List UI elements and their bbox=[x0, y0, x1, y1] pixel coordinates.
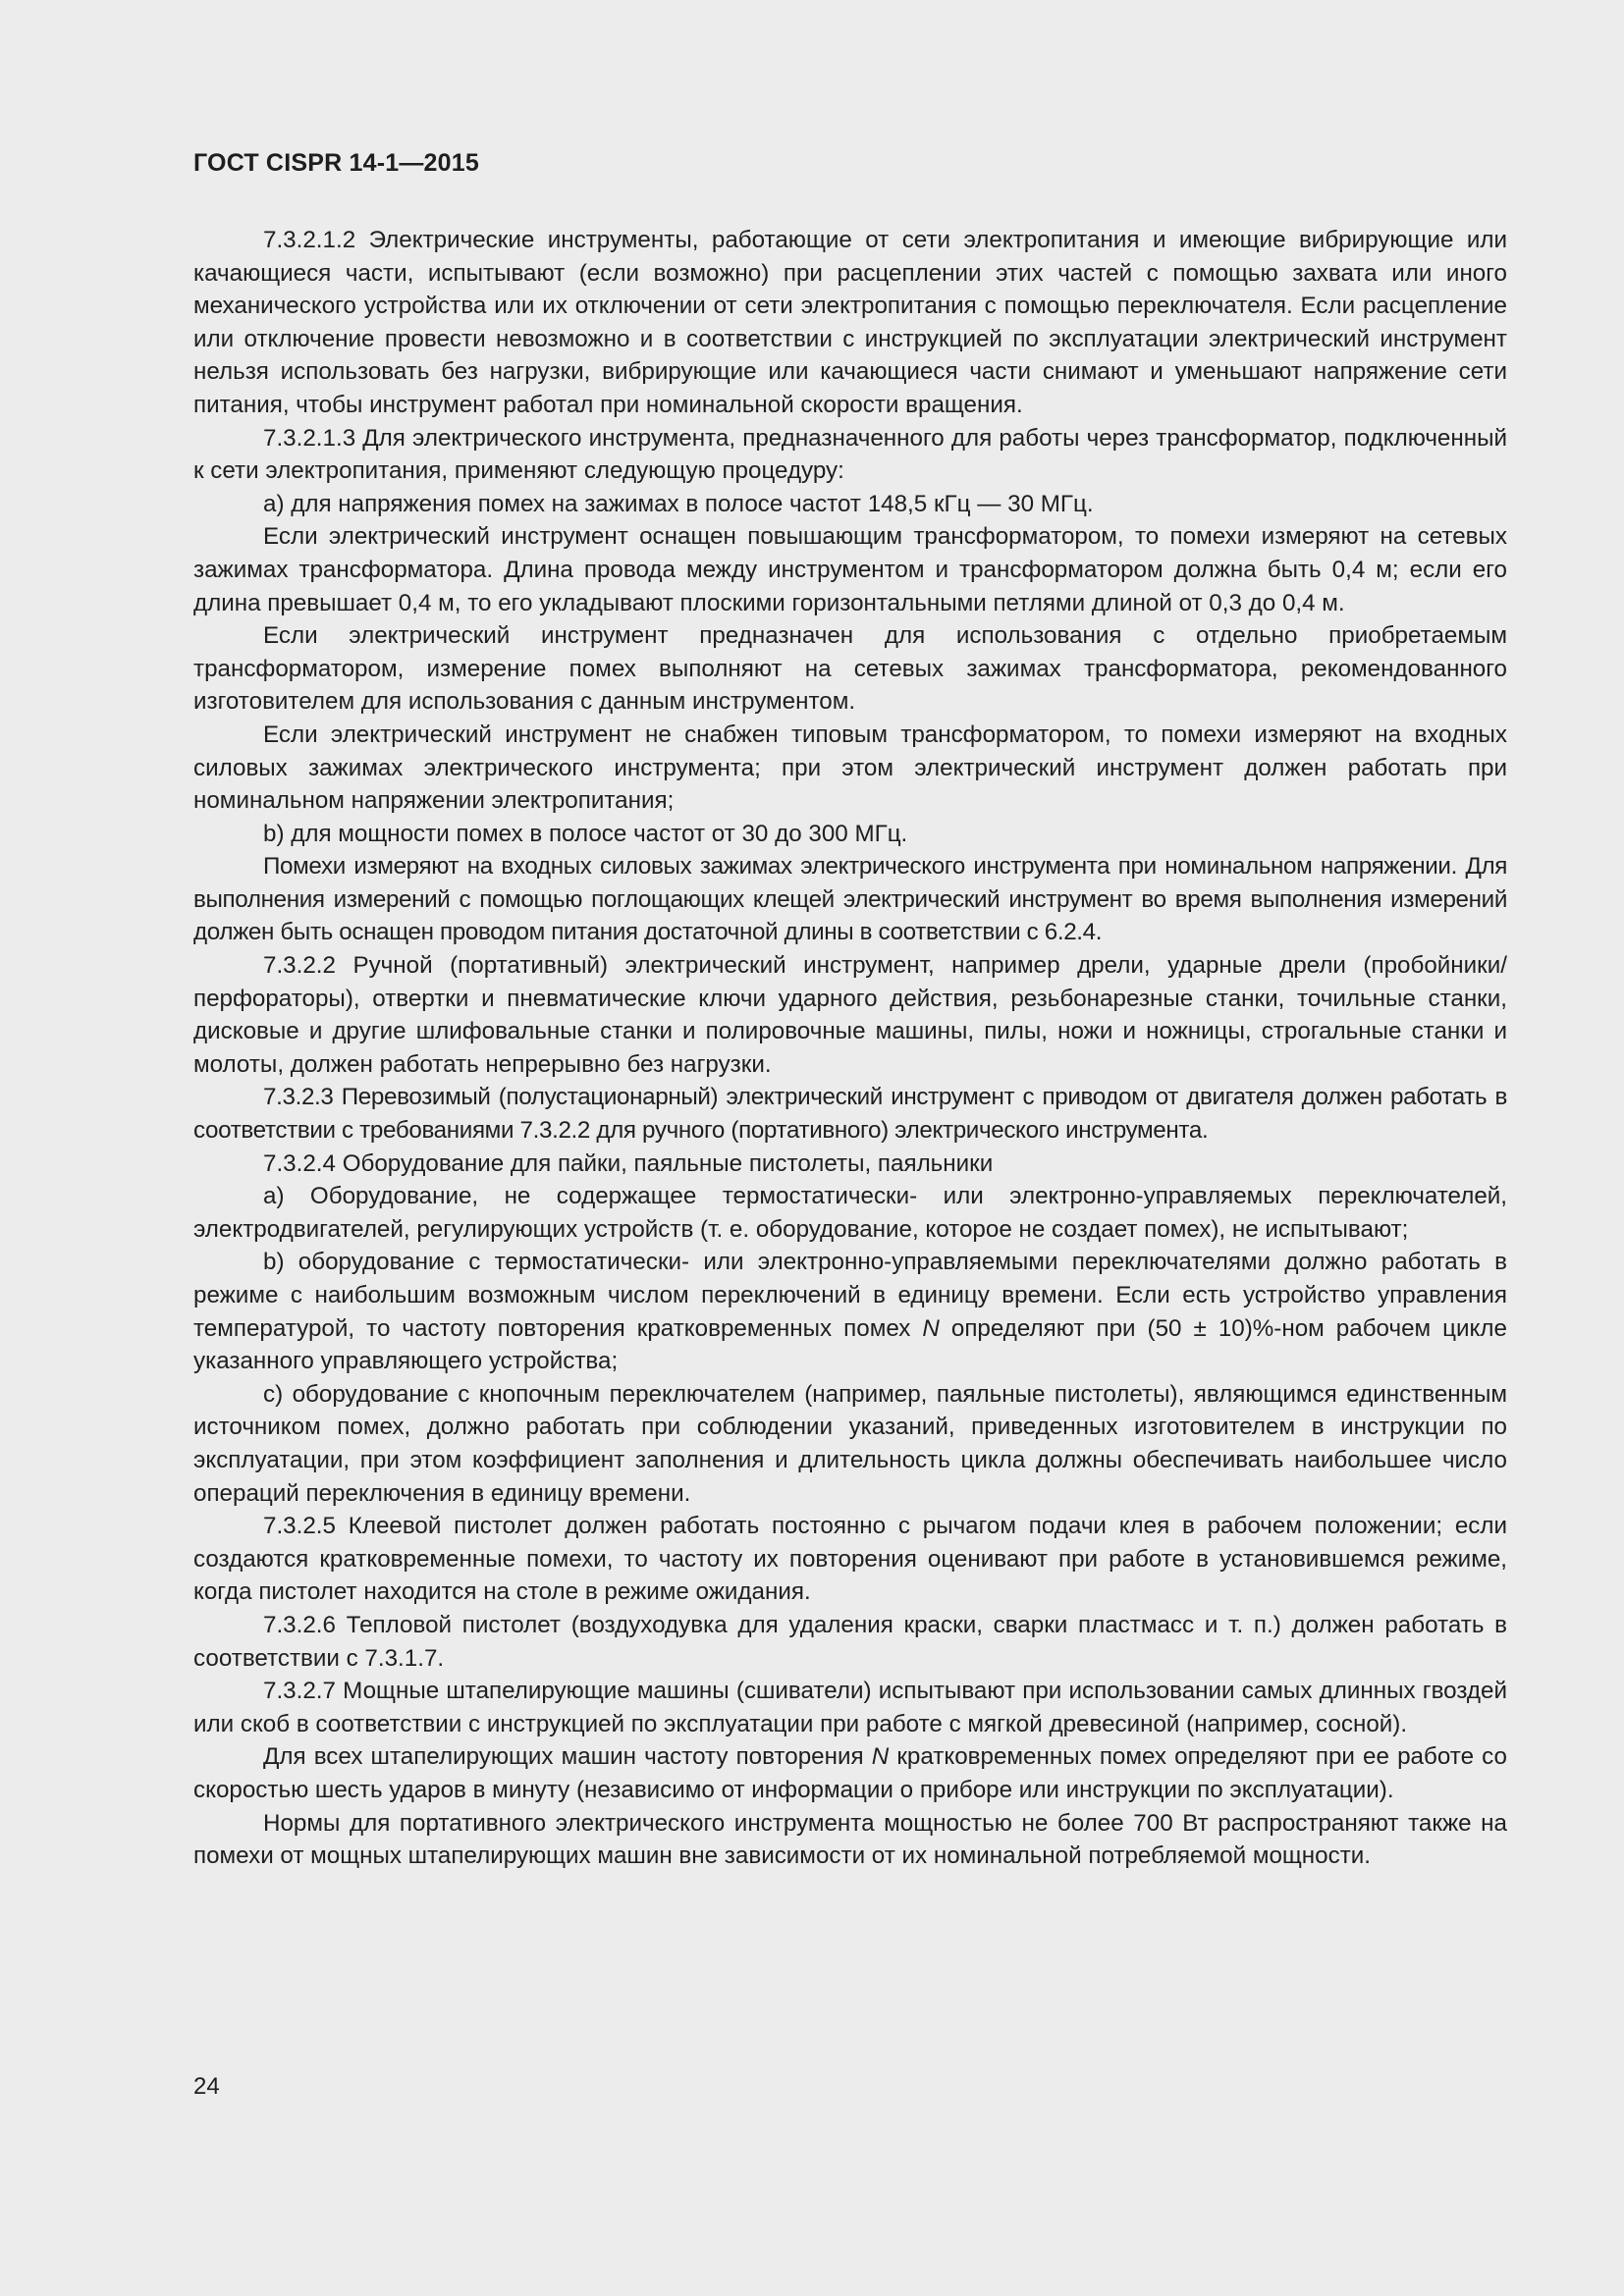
paragraph-7-3-2-6: 7.3.2.6 Тепловой пистолет (воздуходувка для удаления краски, сварки пластмасс и т. п.) должен работать в соответствии с 7.3.1.7. bbox=[193, 1611, 1507, 1672]
document-header: ГОСТ CISPR 14-1—2015 bbox=[193, 149, 479, 177]
paragraph-7-3-2-5: 7.3.2.5 Клеевой пистолет должен работать постоянно с рычагом подачи клея в рабочем положении; если создаются кратковременные помехи, то частоту их повторения оценивают при работе в установившемся режиме, когда пистолет находится на столе в режиме ожидания. bbox=[193, 1513, 1507, 1606]
document-body bbox=[193, 224, 1507, 1873]
variable-n: N bbox=[871, 1743, 890, 1771]
paragraph-7-3-2-2: 7.3.2.2 Ручной (портативный) электрический инструмент, например дрели, ударные дрели (пробойники/перфораторы), отвертки и пневматические ключи ударного действия, резьбонарезные станки, точильные станки, дисковые и другие шлифовальные станки и полировочные машины, пилы, ножи и ножницы, строгальные станки и молоты, должен работать непрерывно без нагрузки. bbox=[193, 952, 1507, 1078]
paragraph-stapler-frequency: Для всех штапелирующих машин частоту повторения N кратковременных помех определяют при ее работе со скоростью шесть ударов в минуту (независимо от информации о приборе или инструкции по эксплуатации). bbox=[193, 1743, 1507, 1803]
paragraph-7-3-2-1-2: 7.3.2.1.2 Электрические инструменты, работающие от сети электропитания и имеющие вибрирующие или качающиеся части, испытывают (если возможно) при расцеплении этих частей с помощью захвата или иного механического устройства или их отключении от сети электропитания с помощью переключателя. Если расцепление или отключение провести невозможно и в соответствии с инструкцией по эксплуатации электрический инструмент нельзя использовать без нагрузки, вибрирующие или качающиеся части снимают и уменьшают напряжение сети питания, чтобы инструмент работал при номинальной скорости вращения. bbox=[193, 227, 1507, 418]
page-number: 24 bbox=[193, 2073, 220, 2100]
paragraph-no-transformer: Если электрический инструмент не снабжен типовым трансформатором, то помехи измеряют на входных силовых зажимах электрического инструмента; при этом электрический инструмент должен работать при номинальном напряжении электропитания; bbox=[193, 721, 1507, 815]
paragraph-item-b-power: b) для мощности помех в полосе частот от 30 до 300 МГц. bbox=[263, 820, 908, 847]
paragraph-step-up-transformer: Если электрический инструмент оснащен повышающим трансформатором, то помехи измеряют на сетевых зажимах трансформатора. Длина провода между инструментом и трансформатором должна быть 0,4 м; если его длина превышает 0,4 м, то его укладывают плоскими горизонтальными петлями длиной от 0,3 до 0,4 м. bbox=[193, 523, 1507, 616]
paragraph-7-3-2-1-3: 7.3.2.1.3 Для электрического инструмента, предназначенного для работы через трансформатор, подключенный к сети электропитания, применяют следующую процедуру: bbox=[193, 424, 1507, 485]
paragraph-norms: Нормы для портативного электрического инструмента мощностью не более 700 Вт распространяют также на помехи от мощных штапелирующих машин вне зависимости от их номинальной потребляемой мощности. bbox=[193, 1809, 1507, 1870]
paragraph-item-b-equipment: b) оборудование с термостатически- или электронно-управляемыми переключателями должно работать в режиме с наибольшим возможным числом переключений в единицу времени. Если есть устройство управления температурой, то частоту повторения кратковременных помех N определяют при (50 ± 10)%-ном рабочем цикле указанного управляющего устройства; bbox=[193, 1249, 1507, 1375]
paragraph-7-3-2-3: 7.3.2.3 Перевозимый (полустационарный) электрический инструмент с приводом от двигателя должен работать в соответствии с требованиями 7.3.2.2 для ручного (портативного) электрического инструмента. bbox=[193, 1084, 1507, 1145]
paragraph-item-c-equipment: c) оборудование с кнопочным переключателем (например, паяльные пистолеты), являющимся единственным источником помех, должно работать при соблюдении указаний, приведенных изготовителем в инструкции по эксплуатации, при этом коэффициент заполнения и длительность цикла должны обеспечивать наибольшее число операций переключения в единицу времени. bbox=[193, 1380, 1507, 1507]
paragraph-7-3-2-4: 7.3.2.4 Оборудование для пайки, паяльные пистолеты, паяльники bbox=[263, 1149, 994, 1177]
paragraph-item-a-voltage: a) для напряжения помех на зажимах в полосе частот 148,5 кГц — 30 МГц. bbox=[263, 490, 1094, 517]
paragraph-input-terminals: Помехи измеряют на входных силовых зажимах электрического инструмента при номинальном напряжении. Для выполнения измерений с помощью поглощающих клещей электрический инструмент во время выполнения измерений должен быть оснащен проводом питания достаточной длины в соответствии с 6.2.4. bbox=[193, 853, 1507, 946]
paragraph-7-3-2-7: 7.3.2.7 Мощные штапелирующие машины (сшиватели) испытывают при использовании самых длинных гвоздей или скоб в соответствии с инструкцией по эксплуатации при работе с мягкой древесиной (например, сосной). bbox=[193, 1678, 1507, 1737]
paragraph-item-a-equipment: a) Оборудование, не содержащее термостатически- или электронно-управляемых переключателей, электродвигателей, регулирующих устройств (т. е. оборудование, которое не создает помех), не испытывают; bbox=[193, 1183, 1507, 1243]
variable-n: N bbox=[922, 1314, 940, 1342]
paragraph-separate-transformer: Если электрический инструмент предназначен для использования с отдельно приобретаемым трансформатором, измерение помех выполняют на сетевых зажимах трансформатора, рекомендованного изготовителем для использования с данным инструментом. bbox=[193, 622, 1507, 716]
